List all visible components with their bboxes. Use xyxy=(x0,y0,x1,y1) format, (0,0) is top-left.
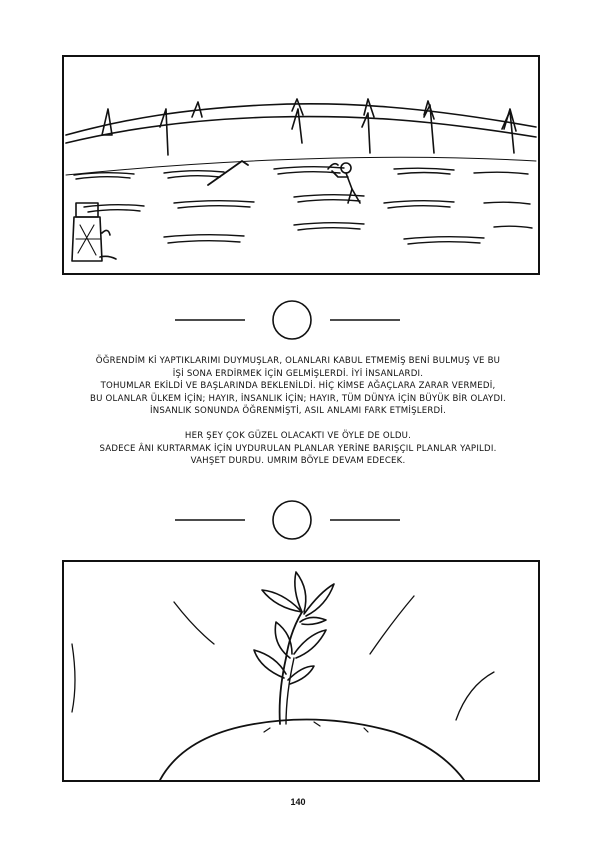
fence-post xyxy=(364,99,374,117)
field-illustration xyxy=(64,57,538,273)
farmer-figure xyxy=(328,163,360,203)
fence-post xyxy=(160,109,168,155)
page-number: 140 xyxy=(290,797,306,807)
section-divider xyxy=(175,300,425,340)
fence-post xyxy=(424,101,434,119)
comic-panel-sprout xyxy=(62,560,540,782)
furrows xyxy=(74,167,532,244)
section-divider xyxy=(175,500,425,540)
narration-line: İNSANLIK SONUNDA ÖĞRENMİŞTİ, ASIL ANLAMI FARK ETMİŞLERDİ. xyxy=(149,406,447,417)
narration-line: TOHUMLAR EKİLDİ VE BAŞLARINDA BEKLENİLDİ. HİÇ KİMSE AĞAÇLARA ZARAR VERMEDİ, xyxy=(100,381,496,392)
narration-line: SADECE ÂNI KURTARMAK İÇİN UYDURULAN PLANLAR YERİNE BARIŞÇIL PLANLAR YAPILDI. xyxy=(99,443,497,454)
soil-mound xyxy=(160,720,464,781)
narration-line: BU OLANLAR ÜLKEM İÇİN; HAYIR, İNSANLIK İÇİN; HAYIR, TÜM DÜNYA İÇİN BÜYÜK BİR OLAYDI. xyxy=(89,393,506,404)
narration-line: ÖĞRENDİM Kİ YAPTIKLARIMI DUYMUŞLAR, OLANLARI KABUL ETMEMİŞ BENİ BULMUŞ VE BU xyxy=(95,356,501,366)
sprout-illustration xyxy=(64,562,538,780)
narration-line: VAHŞET DURDU. UMRIM BÖYLE DEVAM EDECEK. xyxy=(190,456,406,467)
narration-block-1 xyxy=(60,355,536,418)
comic-panel-field xyxy=(62,55,540,275)
fence-post xyxy=(292,109,302,143)
fence-post xyxy=(192,102,202,117)
narration-line: HER ŞEY ÇOK GÜZEL OLACAKTI VE ÖYLE DE OLDU. xyxy=(184,431,412,441)
narration-line: İŞİ SONA ERDİRMEK İÇİN GELMİŞLERDİ. İYİ İNSANLARDI. xyxy=(172,368,424,379)
narration-block-2 xyxy=(60,430,536,468)
fence-post xyxy=(102,109,112,135)
hoe-icon xyxy=(208,161,248,185)
fence-post xyxy=(362,113,370,153)
